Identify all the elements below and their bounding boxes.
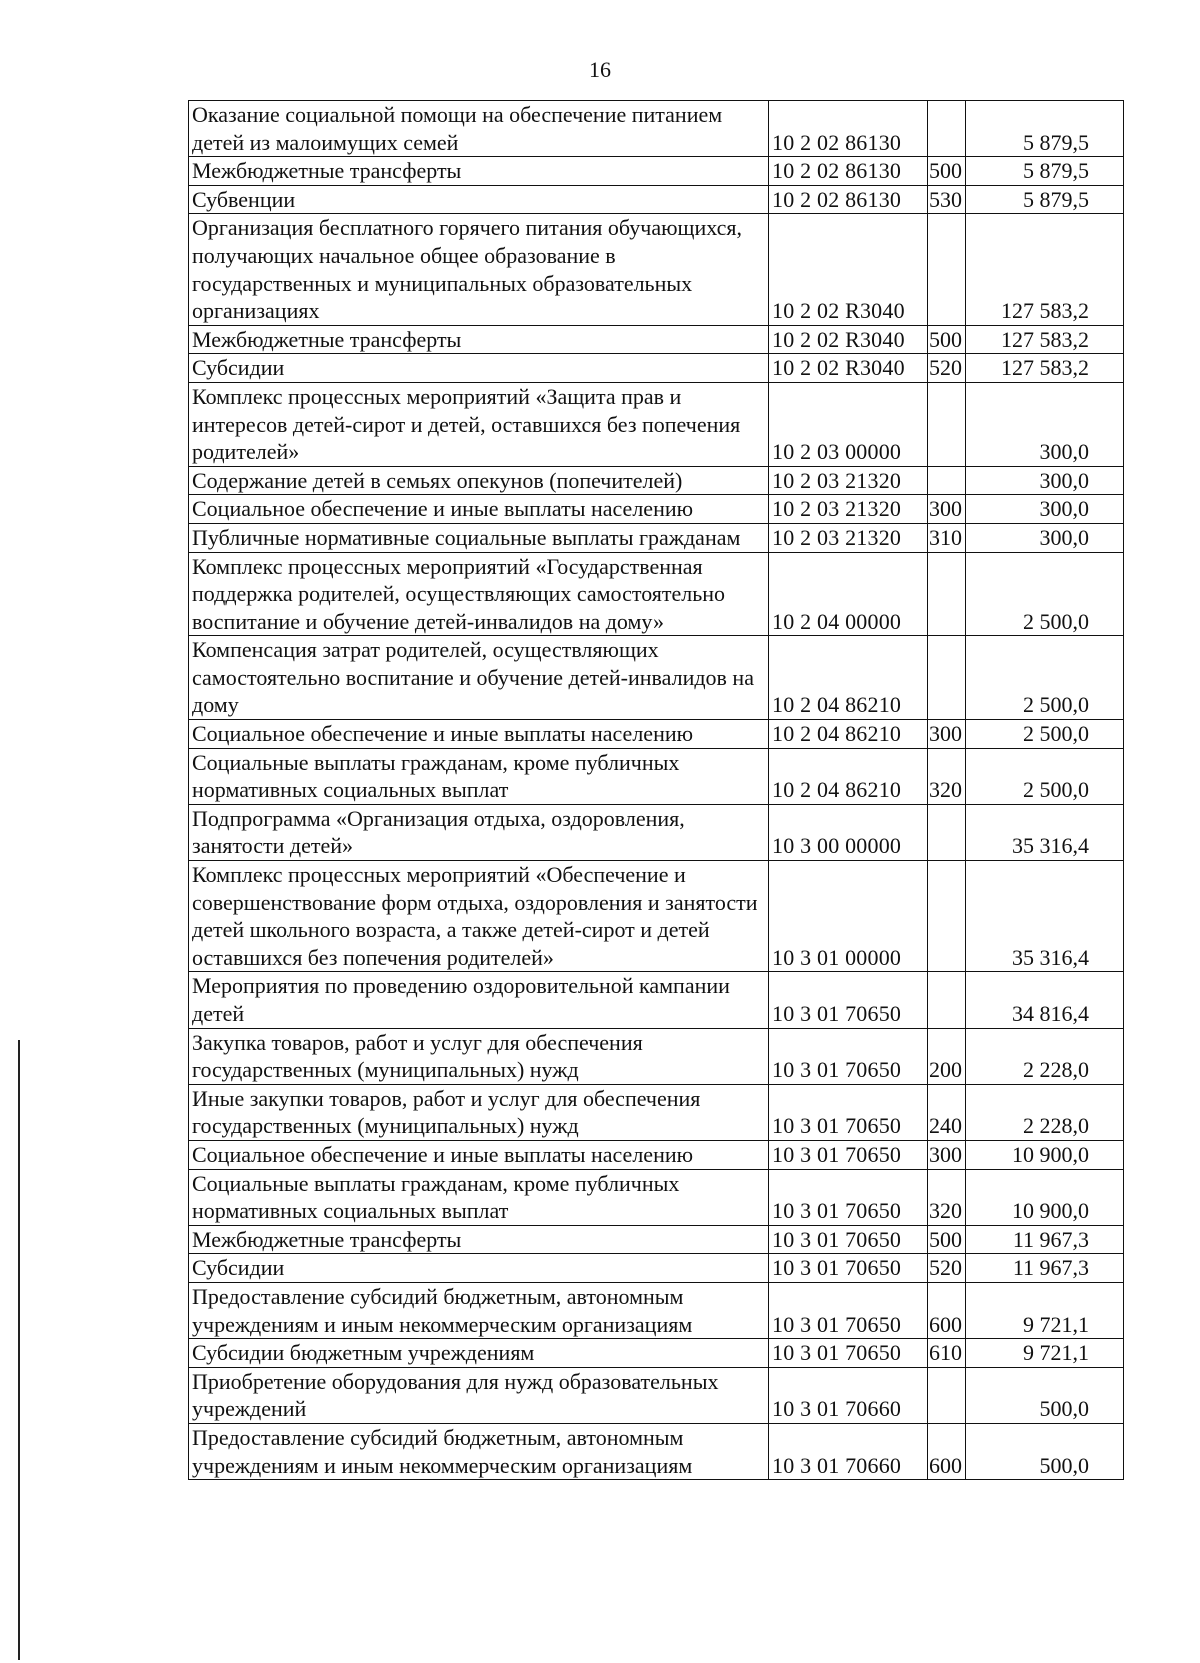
row-sum-cell: 11 967,3 [966,1254,1124,1283]
row-name-cell: Комплекс процессных мероприятий «Государственная поддержка родителей, осуществляющих самостоятельно воспитание и обучение детей-инвалидов на дому» [189,552,769,636]
row-sum-cell: 300,0 [966,382,1124,466]
row-name-cell: Мероприятия по проведению оздоровительной кампании детей [189,972,769,1028]
table-row [189,1282,1124,1338]
page-number: 16 [589,57,611,82]
row-code-cell: 10 3 01 70650 [769,1225,928,1254]
row-sum-cell: 2 500,0 [966,748,1124,804]
row-kind-cell: 520 [928,354,966,383]
row-code-cell: 10 3 01 70650 [769,1282,928,1338]
row-kind-cell [928,101,966,157]
row-name-cell: Компенсация затрат родителей, осуществляющих самостоятельно воспитание и обучение детей-инвалидов на дому [189,636,769,720]
table-row [189,214,1124,325]
row-sum-cell: 5 879,5 [966,185,1124,214]
row-sum-cell: 11 967,3 [966,1225,1124,1254]
row-name-cell: Предоставление субсидий бюджетным, автономным учреждениям и иным некоммерческим организациям [189,1423,769,1479]
row-kind-cell [928,972,966,1028]
row-sum-cell: 127 583,2 [966,325,1124,354]
row-kind-cell: 520 [928,1254,966,1283]
row-sum-cell: 2 500,0 [966,720,1124,749]
row-name-cell: Комплекс процессных мероприятий «Обеспечение и совершенствование форм отдыха, оздоровления и занятости детей школьного возраста, а также детей-сирот и детей оставшихся без попечения родителей» [189,861,769,972]
row-sum-cell: 500,0 [966,1423,1124,1479]
row-kind-cell: 500 [928,1225,966,1254]
row-sum-cell: 127 583,2 [966,214,1124,325]
table-row [189,157,1124,186]
row-kind-cell [928,552,966,636]
row-sum-cell: 34 816,4 [966,972,1124,1028]
table-row [189,748,1124,804]
row-kind-cell: 600 [928,1282,966,1338]
table-row [189,523,1124,552]
table-row [189,1225,1124,1254]
table-row [189,720,1124,749]
table-row [189,972,1124,1028]
row-code-cell: 10 2 02 R3040 [769,354,928,383]
row-sum-cell: 5 879,5 [966,157,1124,186]
row-sum-cell: 10 900,0 [966,1169,1124,1225]
row-code-cell: 10 3 01 00000 [769,861,928,972]
row-name-cell: Субсидии [189,354,769,383]
row-name-cell: Предоставление субсидий бюджетным, автономным учреждениям и иным некоммерческим организациям [189,1282,769,1338]
table-row [189,861,1124,972]
row-name-cell: Содержание детей в семьях опекунов (попечителей) [189,466,769,495]
row-code-cell: 10 3 01 70660 [769,1423,928,1479]
table-row [189,1339,1124,1368]
row-sum-cell: 300,0 [966,466,1124,495]
row-name-cell: Социальные выплаты гражданам, кроме публичных нормативных социальных выплат [189,748,769,804]
row-name-cell: Организация бесплатного горячего питания обучающихся, получающих начальное общее образование в государственных и муниципальных образовательных организациях [189,214,769,325]
table-row [189,552,1124,636]
row-name-cell: Социальное обеспечение и иные выплаты населению [189,1140,769,1169]
row-name-cell: Субсидии [189,1254,769,1283]
table-row [189,495,1124,524]
row-name-cell: Публичные нормативные социальные выплаты гражданам [189,523,769,552]
row-code-cell: 10 3 01 70650 [769,1254,928,1283]
row-sum-cell: 2 500,0 [966,552,1124,636]
row-code-cell: 10 2 04 86210 [769,748,928,804]
row-name-cell: Подпрограмма «Организация отдыха, оздоровления, занятости детей» [189,804,769,860]
budget-table [188,100,1124,1480]
row-name-cell: Приобретение оборудования для нужд образовательных учреждений [189,1367,769,1423]
row-kind-cell: 320 [928,748,966,804]
row-code-cell: 10 3 01 70650 [769,972,928,1028]
row-code-cell: 10 3 01 70650 [769,1084,928,1140]
row-sum-cell: 2 228,0 [966,1084,1124,1140]
row-name-cell: Социальное обеспечение и иные выплаты населению [189,720,769,749]
row-code-cell: 10 2 02 R3040 [769,214,928,325]
table-row [189,1028,1124,1084]
row-kind-cell [928,1367,966,1423]
table-row [189,466,1124,495]
row-sum-cell: 127 583,2 [966,354,1124,383]
row-sum-cell: 35 316,4 [966,804,1124,860]
row-code-cell: 10 3 01 70650 [769,1339,928,1368]
row-kind-cell [928,861,966,972]
row-sum-cell: 2 228,0 [966,1028,1124,1084]
table-row [189,101,1124,157]
row-kind-cell: 300 [928,495,966,524]
row-name-cell: Межбюджетные трансферты [189,325,769,354]
row-kind-cell: 500 [928,325,966,354]
row-sum-cell: 5 879,5 [966,101,1124,157]
row-code-cell: 10 2 03 21320 [769,466,928,495]
table-row [189,804,1124,860]
row-code-cell: 10 3 01 70650 [769,1028,928,1084]
row-code-cell: 10 2 02 86130 [769,157,928,186]
row-kind-cell [928,804,966,860]
row-sum-cell: 300,0 [966,523,1124,552]
row-name-cell: Субвенции [189,185,769,214]
table-row [189,382,1124,466]
table-row [189,1367,1124,1423]
row-name-cell: Оказание социальной помощи на обеспечение питанием детей из малоимущих семей [189,101,769,157]
table-row [189,1423,1124,1479]
row-kind-cell [928,466,966,495]
row-kind-cell: 240 [928,1084,966,1140]
row-name-cell: Субсидии бюджетным учреждениям [189,1339,769,1368]
row-kind-cell [928,382,966,466]
row-kind-cell: 300 [928,1140,966,1169]
row-name-cell: Социальное обеспечение и иные выплаты населению [189,495,769,524]
row-name-cell: Иные закупки товаров, работ и услуг для обеспечения государственных (муниципальных) нужд [189,1084,769,1140]
row-name-cell: Закупка товаров, работ и услуг для обеспечения государственных (муниципальных) нужд [189,1028,769,1084]
table-row [189,1254,1124,1283]
row-sum-cell: 10 900,0 [966,1140,1124,1169]
row-code-cell: 10 3 00 00000 [769,804,928,860]
row-kind-cell: 310 [928,523,966,552]
row-sum-cell: 2 500,0 [966,636,1124,720]
row-code-cell: 10 2 02 R3040 [769,325,928,354]
row-code-cell: 10 2 04 86210 [769,720,928,749]
table-row [189,636,1124,720]
row-code-cell: 10 2 02 86130 [769,101,928,157]
table-row [189,1140,1124,1169]
row-code-cell: 10 3 01 70650 [769,1140,928,1169]
table-row [189,1169,1124,1225]
row-code-cell: 10 2 02 86130 [769,185,928,214]
row-sum-cell: 300,0 [966,495,1124,524]
row-sum-cell: 9 721,1 [966,1282,1124,1338]
row-name-cell: Межбюджетные трансферты [189,1225,769,1254]
row-code-cell: 10 3 01 70660 [769,1367,928,1423]
budget-table-body [189,101,1124,1480]
row-kind-cell: 530 [928,185,966,214]
table-row [189,354,1124,383]
row-name-cell: Комплекс процессных мероприятий «Защита прав и интересов детей-сирот и детей, оставшихся без попечения родителей» [189,382,769,466]
row-kind-cell: 500 [928,157,966,186]
row-kind-cell [928,214,966,325]
row-sum-cell: 35 316,4 [966,861,1124,972]
table-row [189,1084,1124,1140]
row-kind-cell: 600 [928,1423,966,1479]
row-code-cell: 10 2 03 21320 [769,495,928,524]
row-code-cell: 10 3 01 70650 [769,1169,928,1225]
row-sum-cell: 9 721,1 [966,1339,1124,1368]
table-row [189,185,1124,214]
row-name-cell: Межбюджетные трансферты [189,157,769,186]
row-kind-cell: 320 [928,1169,966,1225]
row-sum-cell: 500,0 [966,1367,1124,1423]
table-row [189,325,1124,354]
row-kind-cell [928,636,966,720]
row-kind-cell: 300 [928,720,966,749]
row-code-cell: 10 2 04 86210 [769,636,928,720]
row-code-cell: 10 2 03 00000 [769,382,928,466]
row-code-cell: 10 2 04 00000 [769,552,928,636]
row-code-cell: 10 2 03 21320 [769,523,928,552]
row-kind-cell: 200 [928,1028,966,1084]
scan-edge-line [18,1040,20,1660]
row-kind-cell: 610 [928,1339,966,1368]
row-name-cell: Социальные выплаты гражданам, кроме публичных нормативных социальных выплат [189,1169,769,1225]
